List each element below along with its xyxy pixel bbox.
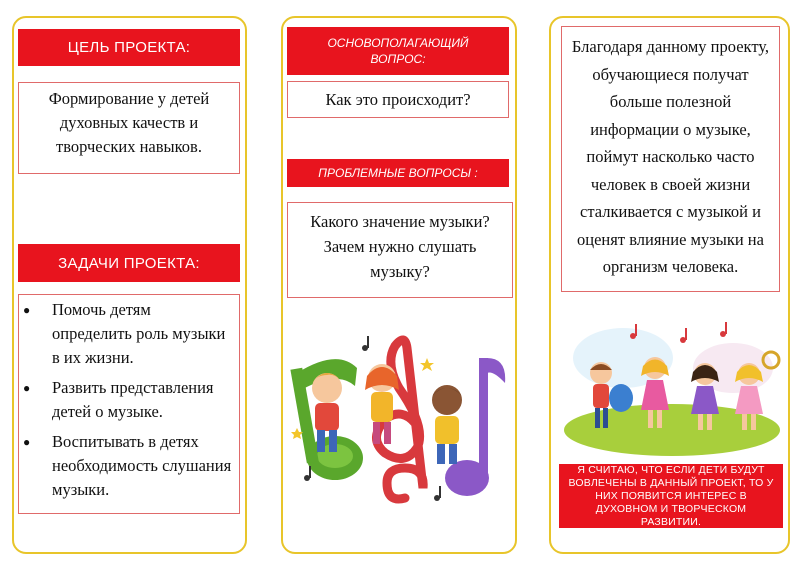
fundamental-title-line1: ОСНОВОПОЛАГАЮЩИЙ <box>327 36 469 50</box>
opinion-text: Я СЧИТАЮ, ЧТО ЕСЛИ ДЕТИ БУДУТ ВОВЛЕЧЕНЫ В ДАННЫЙ ПРОЕКТ, ТО У НИХ ПОЯВИТСЯ ИНТЕРЕС В ДУХОВНОМ И ТВОРЧЕСКОМ РАЗВИТИИ. <box>559 464 783 528</box>
list-item <box>23 430 233 502</box>
bullet-icon: ● <box>23 381 31 395</box>
bullet-icon: ● <box>23 435 31 449</box>
goal-title: ЦЕЛЬ ПРОЕКТА: <box>18 29 240 66</box>
kids-music-notes-illustration <box>287 328 513 513</box>
bullet-icon: ● <box>23 303 31 317</box>
child-boy-icon <box>432 385 462 464</box>
list-item <box>23 376 233 424</box>
task-text: Развить представления детей о музыке. <box>52 378 214 421</box>
dancing-children-illustration <box>563 318 781 458</box>
list-item <box>23 298 233 370</box>
task-text: Помочь детям определить роль музыки в их жизни. <box>52 300 226 367</box>
result-text: Благодаря данному проекту, обучающиеся получат больше полезной информации о музыке, поймут насколько часто человек в своей жизни сталкивается с музыкой и оценят влияние музыки на организм человека. <box>561 26 780 292</box>
problem-questions-title: ПРОБЛЕМНЫЕ ВОПРОСЫ : <box>287 159 509 187</box>
task-text: Воспитывать в детях необходимость слушания музыки. <box>52 432 232 499</box>
tasks-list <box>23 298 233 502</box>
tasks-box <box>18 294 240 514</box>
fundamental-question-title <box>287 27 509 75</box>
problem-questions-text: Какого значение музыки? Зачем нужно слушать музыку? <box>287 202 513 298</box>
tasks-title: ЗАДАЧИ ПРОЕКТА: <box>18 244 240 282</box>
panel-result <box>549 16 790 554</box>
fundamental-title-line2: ВОПРОС: <box>370 52 426 66</box>
fundamental-question-text: Как это происходит? <box>287 81 509 118</box>
goal-text: Формирование у детей духовных качеств и творческих навыков. <box>18 82 240 174</box>
panel-goals <box>12 16 247 554</box>
panel-questions <box>281 16 517 554</box>
